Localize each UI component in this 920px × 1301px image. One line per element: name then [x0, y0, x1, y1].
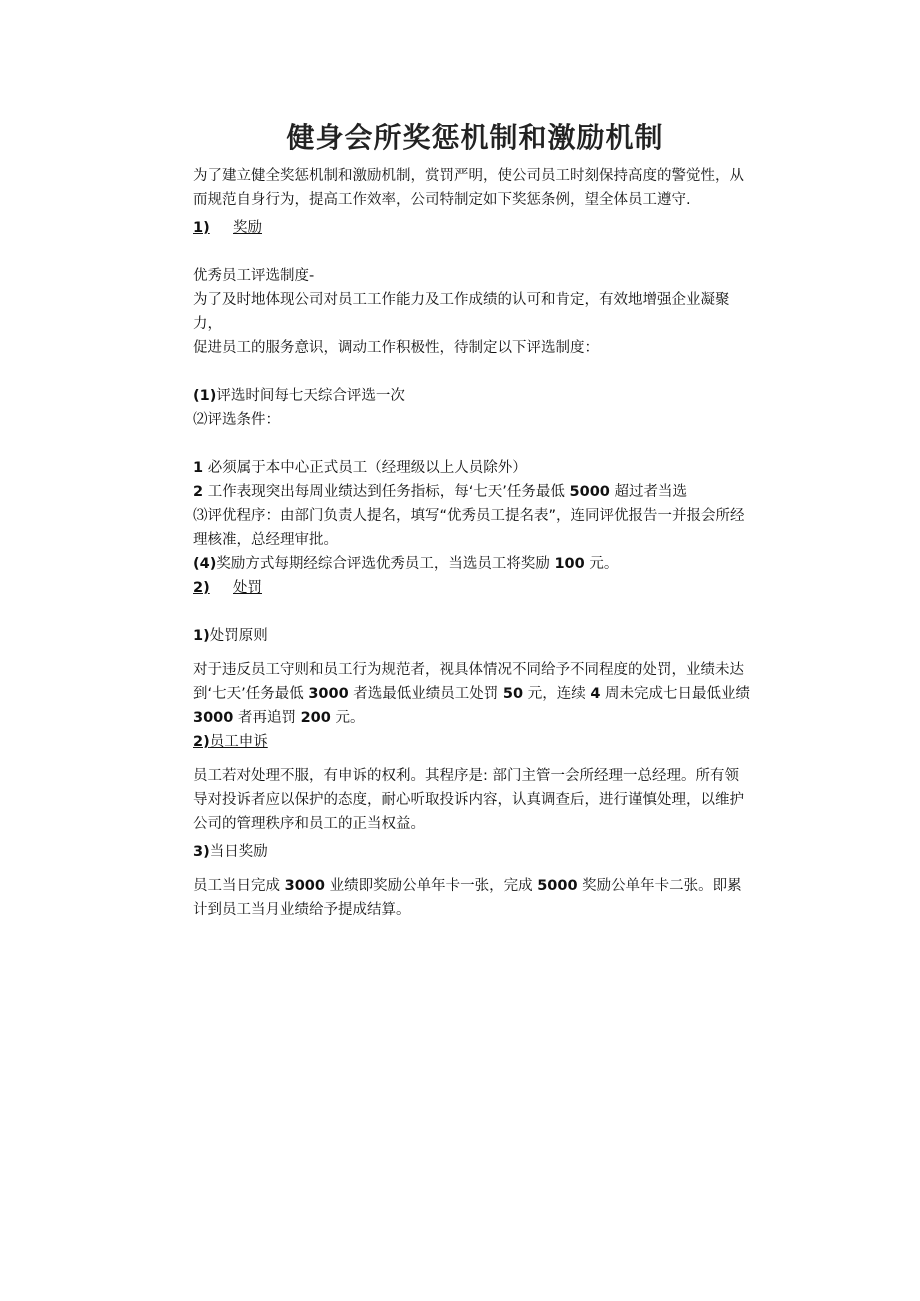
- text-run: 者再追罚: [233, 710, 301, 726]
- section-label: 处罚: [233, 580, 262, 596]
- section-number: 2): [193, 580, 210, 596]
- reward-item-4: [193, 552, 753, 576]
- value-run: 3000: [193, 710, 234, 726]
- appeal-paragraph: 员工若对处理不服，有申诉的权利。其程序是: 部门主管一会所经理一总经理。所有领导对投诉者应以保护的态度，耐心听取投诉内容，认真调查后，进行谨慎处理，以维护公司的管理秩序和员工的正当权益。: [193, 768, 744, 832]
- penalty-sub1-heading: [193, 624, 753, 648]
- condition-text: 工作表现突出每周业绩达到任务指标，每‘七天’任务最低: [203, 484, 570, 500]
- document-title: 健身会所奖惩机制和激励机制: [286, 121, 664, 154]
- value-run: 200: [300, 710, 331, 726]
- reward-subtitle: 优秀员工评选制度-: [193, 268, 315, 284]
- penalty-principle-paragraph: [193, 658, 753, 730]
- reward-purpose-line2: 促进员工的服务意识，调动工作积极性，待制定以下评选制度：: [193, 340, 599, 356]
- text-run: 对于违反员工守则和员工行为规范者，视具体情况不同给予不同程度的处罚，业绩未达到‘七天’任务最低: [193, 662, 744, 702]
- reward-item-2: ⑵评选条件：: [193, 412, 280, 428]
- reward-item-1: [193, 384, 753, 408]
- text-run: 周未完成七日最低业绩: [600, 686, 755, 702]
- intro-paragraph: 为了建立健全奖惩机制和激励机制，赏罚严明，使公司员工时刻保持高度的警觉性，从而规范自身行为，提高工作效率，公司特制定如下奖惩条例，望全体员工遵守.: [193, 168, 744, 208]
- section-penalty-heading: [193, 576, 753, 600]
- reward-condition-2: [193, 480, 753, 504]
- penalty-sub2-heading: [193, 730, 753, 754]
- text-run: 奖励公单年卡二张。即累计到员工当月业绩给予提成结算。: [193, 878, 742, 918]
- item-text: 奖励方式每期经综合评选优秀员工，当选员工将奖励: [216, 556, 555, 572]
- text-run: 业绩即奖励公单年卡一张，完成: [324, 878, 538, 894]
- item-text: 元。: [584, 556, 619, 572]
- item-text: 评选时间每七天综合评选一次: [216, 388, 405, 404]
- document-page: [193, 118, 753, 922]
- item-number: (4): [193, 556, 217, 572]
- sub-number: 1): [193, 628, 210, 644]
- section-number: 1): [193, 220, 210, 236]
- condition-text: 超过者当选: [609, 484, 687, 500]
- value-run: 5000: [537, 878, 578, 894]
- daily-reward-paragraph: [193, 874, 753, 922]
- text-run: 者选最低业绩员工处罚: [348, 686, 503, 702]
- condition-number: 2: [193, 484, 204, 500]
- sub-number: 3): [193, 844, 210, 860]
- text-run: 元，连续: [523, 686, 591, 702]
- reward-amount: 100: [554, 556, 585, 572]
- item-number: (1): [193, 388, 217, 404]
- sub-label: 处罚原则: [209, 628, 268, 644]
- reward-purpose-line1: 为了及时地体现公司对员工工作能力及工作成绩的认可和肯定，有效地增强企业凝聚力，: [193, 292, 730, 332]
- section-label: 奖励: [233, 220, 262, 236]
- sub-number: 2): [193, 734, 210, 750]
- sub-label: 当日奖励: [209, 844, 268, 860]
- value-run: 3000: [284, 878, 325, 894]
- text-run: 元。: [330, 710, 365, 726]
- text-run: 员工当日完成: [193, 878, 285, 894]
- reward-condition-1: [193, 456, 753, 480]
- value-run: 50: [502, 686, 524, 702]
- sub-label: 员工申诉: [209, 734, 268, 750]
- condition-number: 1: [193, 460, 204, 476]
- value-run: 4: [590, 686, 601, 702]
- value-run: 3000: [308, 686, 349, 702]
- penalty-sub3-heading: [193, 840, 753, 864]
- section-reward-heading: [193, 216, 753, 240]
- reward-item-3: ⑶评优程序：由部门负责人提名，填写“优秀员工提名表”，连同评优报告一并报会所经理核准，总经理审批。: [193, 508, 745, 548]
- condition-text: 必须属于本中心正式员工（经理级以上人员除外）: [203, 460, 527, 476]
- condition-amount: 5000: [569, 484, 610, 500]
